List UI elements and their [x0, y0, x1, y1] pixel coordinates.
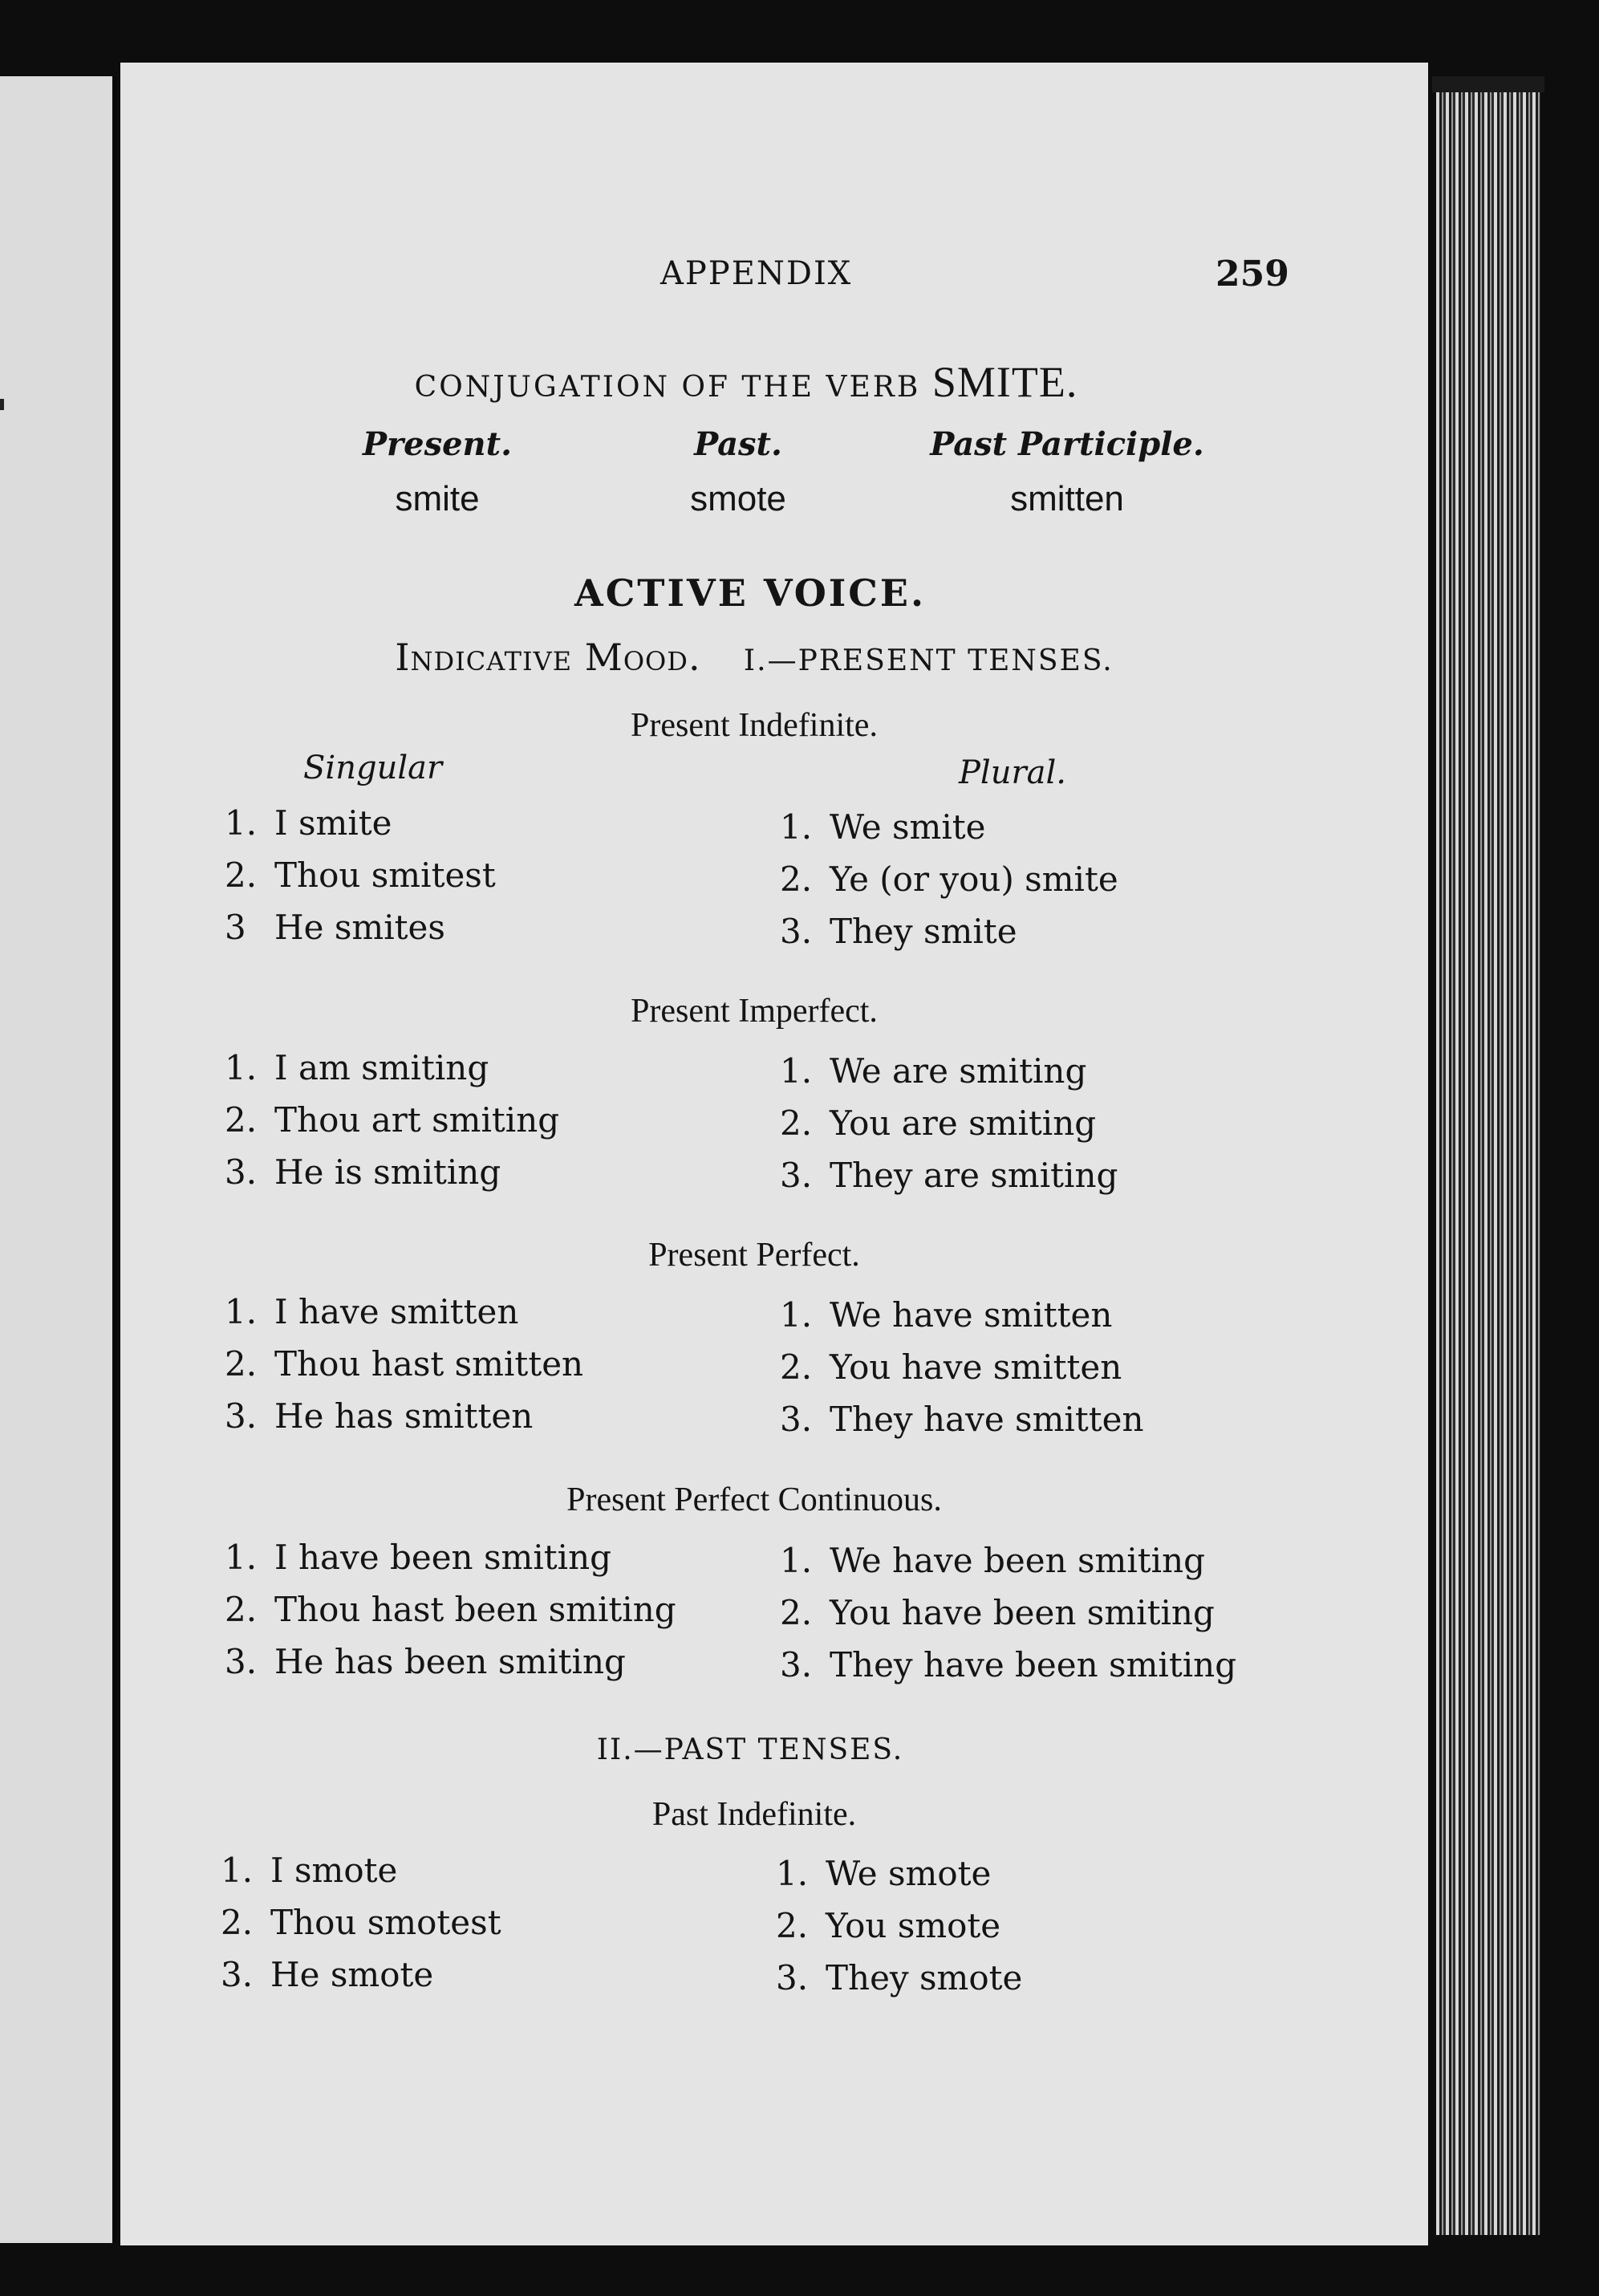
verb-form: Thou smotest [270, 1903, 501, 1942]
principal-part-value-past: smote [690, 479, 786, 518]
verb-form: You are smiting [830, 1103, 1097, 1143]
principal-part-label-past: Past. [694, 425, 782, 463]
person-number: 2. [780, 1593, 813, 1632]
verb-form: He smites [274, 908, 445, 947]
person-number: 2. [780, 1103, 813, 1143]
person-number: 1. [225, 1538, 258, 1577]
verb-form: I have been smiting [274, 1538, 612, 1577]
person-number: 2. [225, 1590, 258, 1629]
verb-form: I smote [270, 1851, 398, 1890]
person-number: 3. [776, 1958, 809, 1997]
page-stack-top [1432, 76, 1544, 92]
conjugation-row [225, 1152, 501, 1192]
conjugation-row [780, 1156, 1118, 1195]
conjugation-row [776, 1958, 1022, 1997]
person-number: 1. [776, 1854, 809, 1893]
person-number: 3. [225, 1396, 258, 1436]
conjugation-row [780, 1295, 1112, 1335]
principal-part-label-present: Present. [362, 425, 513, 463]
conjugation-row [221, 1851, 397, 1890]
person-number: 1. [780, 1051, 813, 1091]
person-number: 1. [225, 803, 258, 843]
person-number: 3 [225, 908, 246, 947]
verb-form: Thou smitest [274, 855, 496, 895]
person-number: 2. [225, 1100, 258, 1140]
conjugation-row [780, 912, 1017, 951]
conjugation-row [776, 1854, 991, 1893]
conjugation-verb: SMITE. [931, 358, 1078, 406]
running-header: APPENDIX [660, 255, 853, 292]
conjugation-row [780, 1593, 1215, 1632]
column-heading-singular: Singular [303, 750, 443, 786]
principal-part-value-present: smite [395, 479, 480, 518]
tense-heading: Present Indefinite. [631, 707, 878, 744]
conjugation-row [225, 1292, 518, 1331]
conjugation-row [225, 908, 445, 947]
person-number: 3. [225, 1152, 258, 1192]
conjugation-row [780, 1541, 1205, 1580]
verb-form: I have smitten [274, 1292, 519, 1331]
person-number: 2. [221, 1903, 254, 1942]
verb-form: Ye (or you) smite [830, 859, 1118, 899]
conjugation-row [225, 1100, 559, 1140]
person-number: 1. [780, 1541, 813, 1580]
conjugation-row [780, 1400, 1144, 1439]
conjugation-row [780, 1645, 1236, 1684]
person-number: 1. [780, 1295, 813, 1335]
conjugation-row [225, 855, 496, 895]
conjugation-row [225, 1590, 676, 1629]
principal-part-label-participle: Past Participle. [930, 425, 1204, 463]
conjugation-row [221, 1903, 501, 1942]
person-number: 3. [225, 1642, 258, 1681]
person-number: 2. [780, 1347, 813, 1387]
conjugation-row [776, 1906, 1000, 1945]
person-number: 3. [221, 1955, 254, 1994]
conjugation-row [225, 803, 392, 843]
conjugation-row [225, 1396, 533, 1436]
tense-heading: Past Indefinite. [651, 1796, 857, 1833]
page-number: 259 [1215, 254, 1289, 295]
person-number: 1. [225, 1048, 258, 1087]
verb-form: Thou hast been smiting [274, 1590, 676, 1629]
tense-group-heading: I.—PRESENT TENSES. [743, 644, 1114, 677]
person-number: 3. [780, 1645, 813, 1684]
person-number: 2. [780, 859, 813, 899]
conjugation-row [780, 859, 1118, 899]
conjugation-row [225, 1344, 583, 1384]
verb-form: They have been smiting [830, 1645, 1237, 1684]
verb-form: They are smiting [830, 1156, 1118, 1195]
person-number: 3. [780, 1156, 813, 1195]
mood-heading [0, 636, 1508, 679]
verb-form: They have smitten [830, 1400, 1144, 1439]
tense-heading: Present Imperfect. [631, 993, 878, 1030]
tense-group-heading: II.—PAST TENSES. [596, 1733, 904, 1766]
conjugation-row [221, 1955, 433, 1994]
conjugation-row [225, 1538, 611, 1577]
conjugation-row [780, 1347, 1122, 1387]
tense-heading: Present Perfect. [648, 1237, 860, 1274]
column-heading-plural: Plural. [959, 754, 1066, 791]
verb-form: We are smiting [830, 1051, 1087, 1091]
verb-form: You have been smiting [830, 1593, 1215, 1632]
verb-form: He is smiting [274, 1152, 501, 1192]
conjugation-title [0, 357, 1492, 407]
conjugation-row [225, 1642, 626, 1681]
person-number: 2. [776, 1906, 809, 1945]
person-number: 3. [780, 1400, 813, 1439]
person-number: 1. [225, 1292, 258, 1331]
verb-form: He has smitten [274, 1396, 534, 1436]
verb-form: They smite [830, 912, 1017, 951]
person-number: 2. [225, 1344, 258, 1384]
conjugation-row [780, 1051, 1086, 1091]
principal-part-value-participle: smitten [1010, 479, 1124, 518]
voice-heading: ACTIVE VOICE. [574, 571, 926, 615]
conjugation-title-prefix: CONJUGATION OF THE VERB [414, 371, 921, 404]
tense-heading: Present Perfect Continuous. [566, 1481, 942, 1518]
person-number: 3. [780, 912, 813, 951]
verb-form: We have smitten [830, 1295, 1113, 1335]
verb-form: We smite [830, 807, 986, 847]
verb-form: We have been smiting [830, 1541, 1206, 1580]
verb-form: You have smitten [830, 1347, 1122, 1387]
verb-form: We smote [826, 1854, 992, 1893]
verb-form: You smote [826, 1906, 1001, 1945]
conjugation-row [780, 807, 986, 847]
verb-form: He smote [270, 1955, 434, 1994]
person-number: 1. [221, 1851, 254, 1890]
conjugation-row [225, 1048, 489, 1087]
verb-form: He has been smiting [274, 1642, 626, 1681]
verb-form: I am smiting [274, 1048, 489, 1087]
person-number: 1. [780, 807, 813, 847]
verb-form: Thou art smiting [274, 1100, 560, 1140]
conjugation-row [780, 1103, 1096, 1143]
mood-name: Indicative Mood. [395, 636, 701, 679]
person-number: 2. [225, 855, 258, 895]
verb-form: I smite [274, 803, 392, 843]
verb-form: Thou hast smitten [274, 1344, 584, 1384]
verb-form: They smote [826, 1958, 1023, 1997]
